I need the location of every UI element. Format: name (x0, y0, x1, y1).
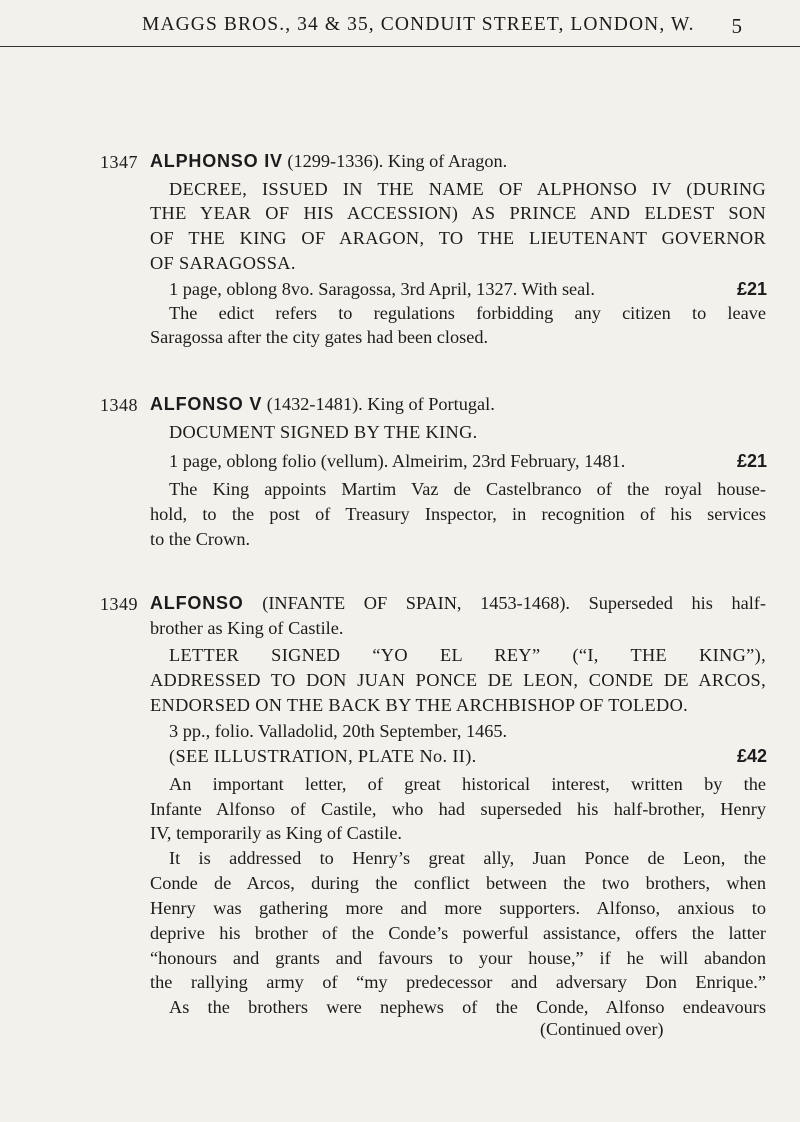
price: £21 (736, 279, 767, 299)
note-line: Henry was gathering more and more supporters. Alfonso, anxious to (150, 898, 766, 918)
note-line: The edict refers to regulations forbidding any citizen to leave (169, 303, 766, 323)
heading-continuation: brother as King of Castile. (150, 618, 344, 638)
heading-dates: (1299-1336). King of Aragon. (287, 151, 508, 171)
price: £21 (736, 451, 767, 471)
title-line: DOCUMENT SIGNED BY THE KING. (169, 422, 478, 442)
note-line: “honours and grants and favours to your house,” if he will abandon (150, 948, 766, 968)
note-line: The King appoints Martim Vaz de Castelbranco of the royal house- (169, 479, 766, 499)
note-line: deprive his brother of the Conde’s powerful assistance, offers the latter (150, 923, 766, 943)
note-line: IV, temporarily as King of Castile. (150, 823, 402, 843)
heading-dates: (INFANTE OF SPAIN, 1453-1468). Superseded his half- (262, 593, 766, 613)
title-line: ADDRESSED TO DON JUAN PONCE DE LEON, CONDE DE ARCOS, (150, 670, 766, 690)
entry-heading (150, 393, 495, 415)
note-line: Conde de Arcos, during the conflict between the two brothers, when (150, 873, 766, 893)
running-title: MAGGS BROS., 34 & 35, CONDUIT STREET, LONDON, W. (142, 14, 695, 35)
note-line: hold, to the post of Treasury Inspector, in recognition of his services (150, 504, 766, 524)
page-header (0, 6, 800, 47)
entry-heading (150, 150, 507, 172)
lot-number: 1348 (100, 395, 138, 415)
illustration-reference: (SEE ILLUSTRATION, PLATE No. II). (169, 746, 477, 766)
note-line: An important letter, of great historical interest, written by the (169, 774, 766, 794)
page-number: 5 (731, 14, 742, 38)
note-line: the rallying army of “my predecessor and adversary Don Enrique.” (150, 972, 766, 992)
title-line: DECREE, ISSUED IN THE NAME OF ALPHONSO IV (DURING (169, 179, 766, 199)
continued-notice: (Continued over) (540, 1019, 664, 1039)
heading-name: ALPHONSO IV (150, 151, 283, 171)
price: £42 (736, 746, 767, 766)
item-description: 1 page, oblong 8vo. Saragossa, 3rd April, 1327. With seal. (169, 279, 595, 299)
title-line: ENDORSED ON THE BACK BY THE ARCHBISHOP OF TOLEDO. (150, 695, 689, 715)
item-description: 1 page, oblong folio (vellum). Almeirim, 23rd February, 1481. (169, 451, 626, 471)
heading-name: ALFONSO V (150, 394, 263, 414)
title-line: THE YEAR OF HIS ACCESSION) AS PRINCE AND ELDEST SON (150, 203, 766, 223)
item-description: 3 pp., folio. Valladolid, 20th September, 1465. (169, 721, 508, 741)
note-line: As the brothers were nephews of the Conde, Alfonso endeavours (169, 997, 766, 1017)
title-line: LETTER SIGNED “YO EL REY” (“I, THE KING”), (169, 645, 766, 665)
lot-number: 1347 (100, 152, 138, 172)
note-line: to the Crown. (150, 529, 251, 549)
note-line: Infante Alfonso of Castile, who had superseded his half-brother, Henry (150, 799, 766, 819)
note-line: Saragossa after the city gates had been closed. (150, 327, 489, 347)
note-line: It is addressed to Henry’s great ally, Juan Ponce de Leon, the (169, 848, 766, 868)
heading-dates: (1432-1481). King of Portugal. (266, 394, 495, 414)
entry-heading (150, 592, 766, 614)
title-line: OF THE KING OF ARAGON, TO THE LIEUTENANT GOVERNOR (150, 228, 766, 248)
title-line: OF SARAGOSSA. (150, 253, 296, 273)
heading-name: ALFONSO (150, 593, 244, 613)
lot-number: 1349 (100, 594, 138, 614)
